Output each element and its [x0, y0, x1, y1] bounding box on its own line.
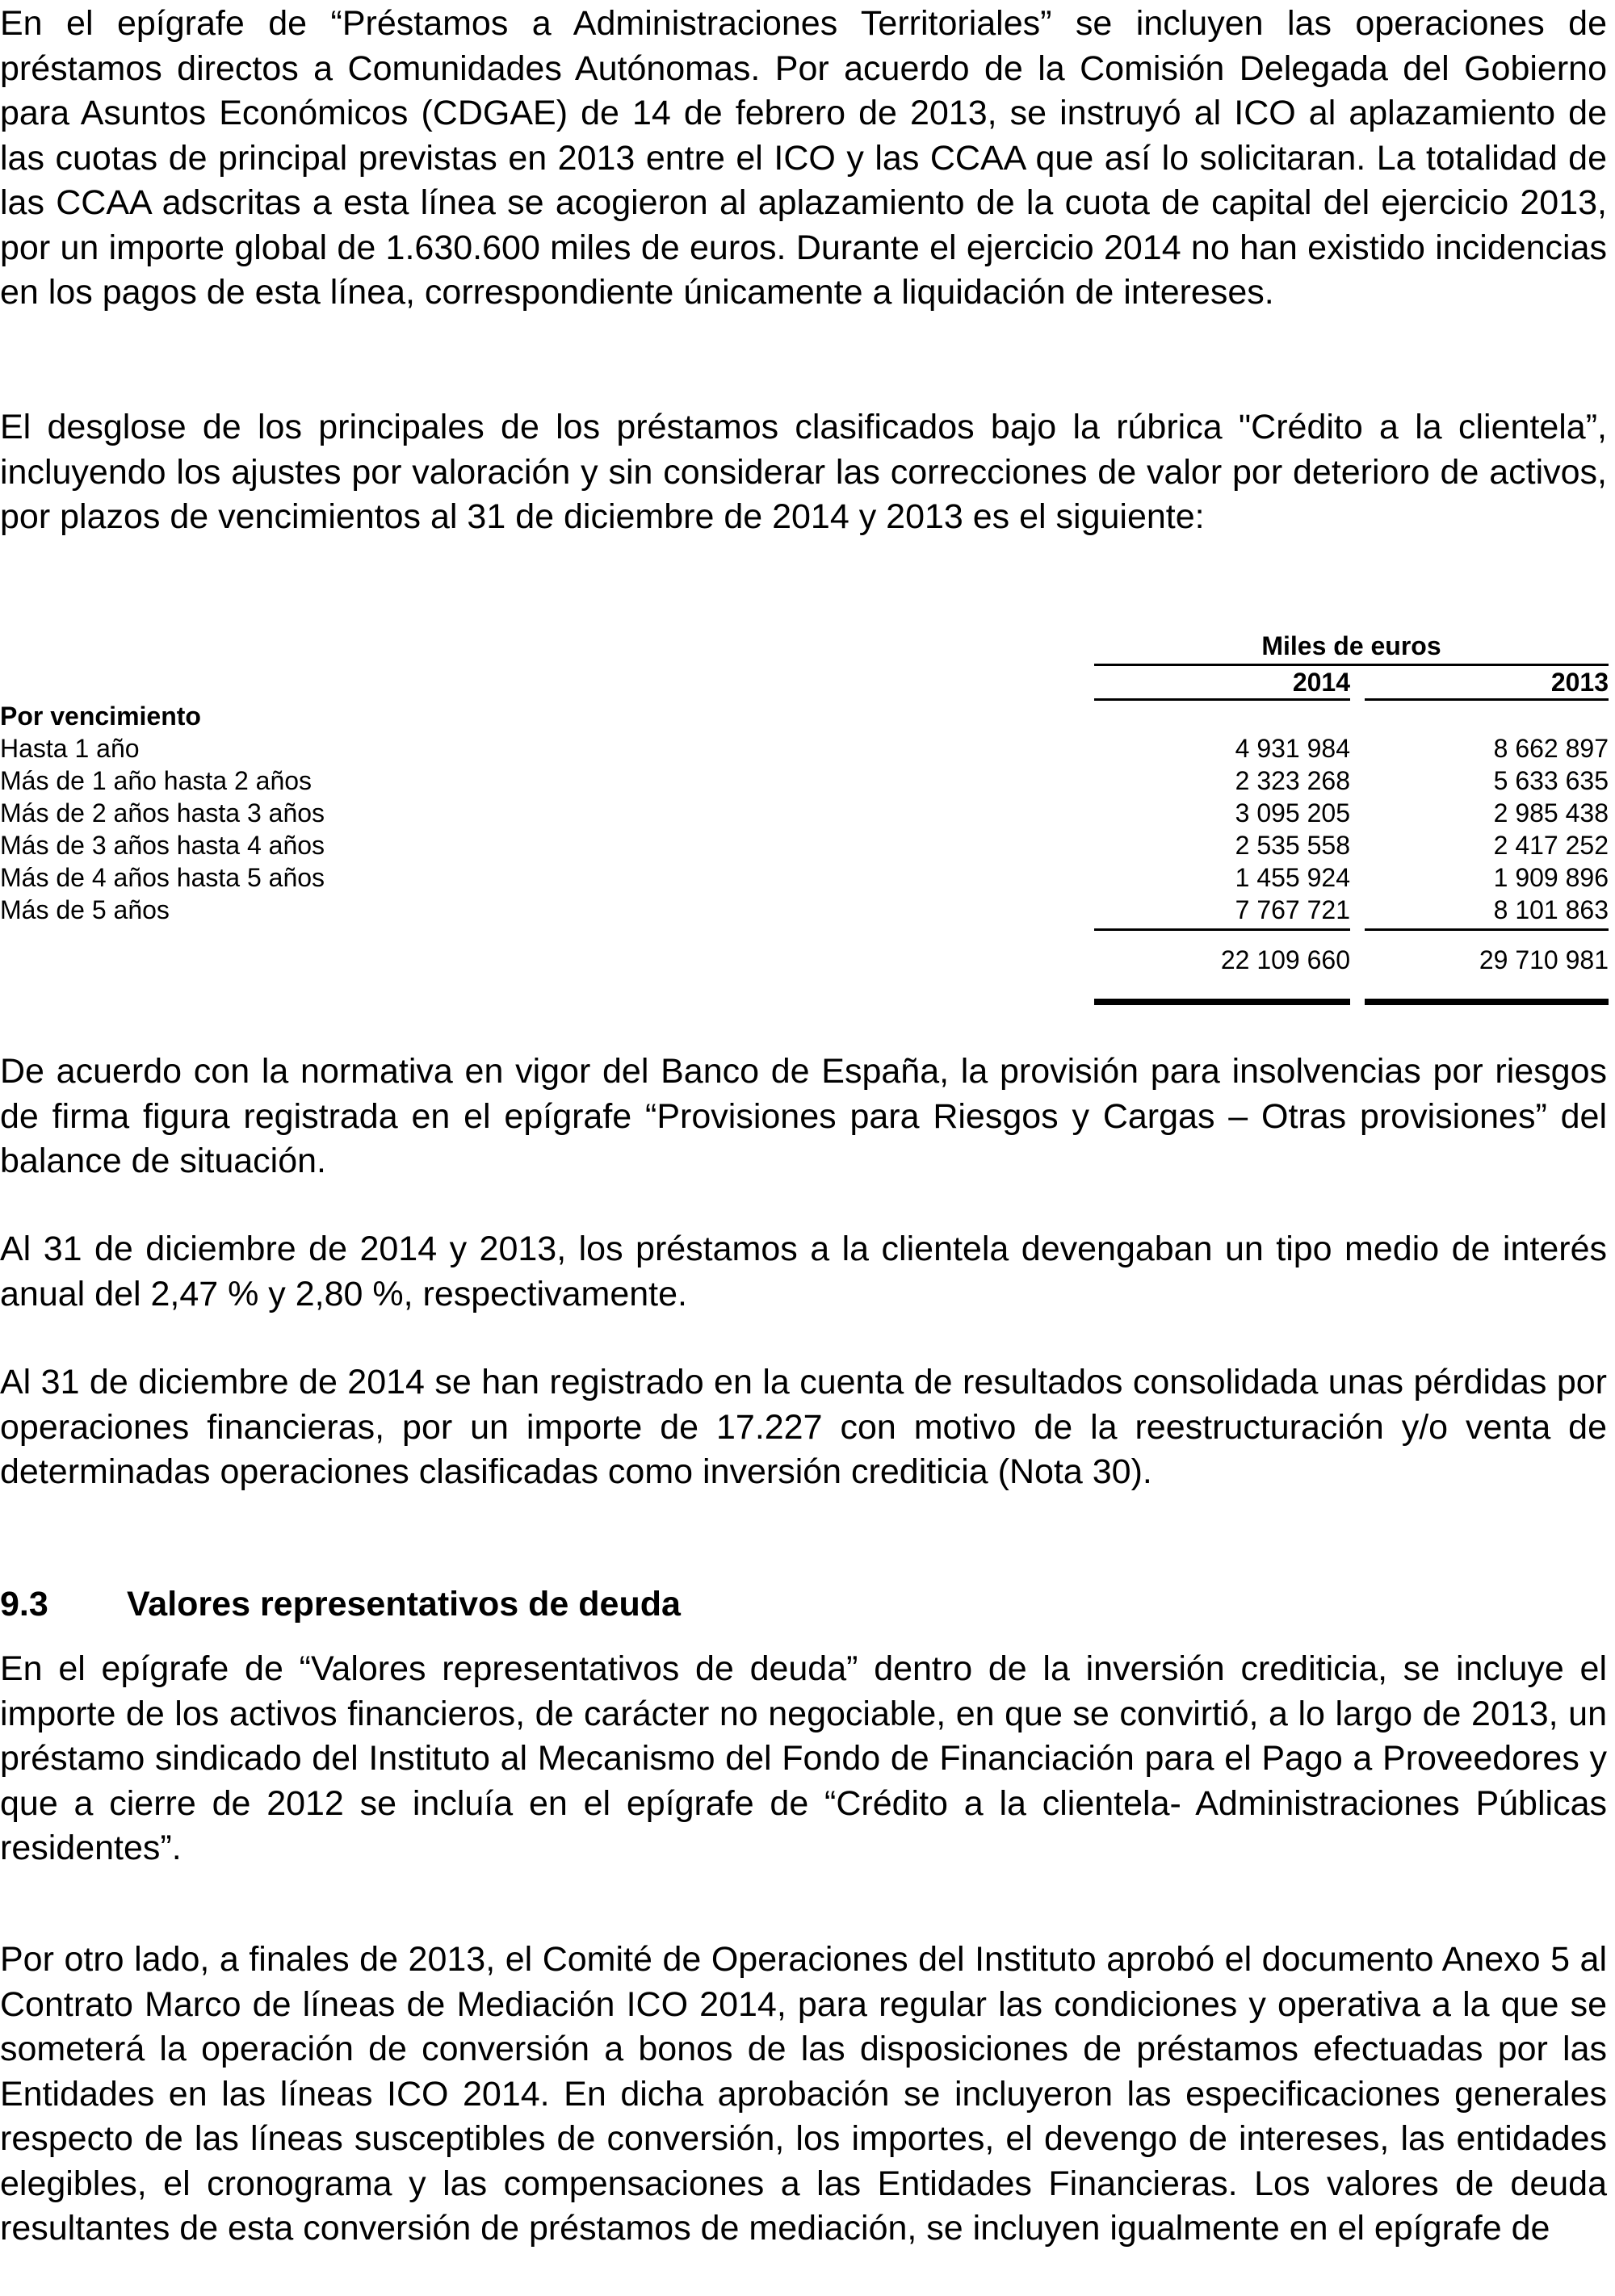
- subtotal-rule-2013: [1365, 928, 1609, 931]
- total-rule-2013: [1365, 999, 1609, 1005]
- row-label: Hasta 1 año: [0, 734, 140, 763]
- value-2014: 2 535 558: [1235, 831, 1350, 860]
- paragraph-perdidas-operaciones: Al 31 de diciembre de 2014 se han registrado en la cuenta de resultados consolidada unas pérdidas por operaciones financieras, por un importe de 17.227 con motivo de la reestructuración y/o venta de determinadas operaciones clasificadas como inversión crediticia (Nota 30).: [0, 1363, 1607, 1491]
- value-2014: 4 931 984: [1235, 734, 1350, 763]
- section-heading: [0, 1582, 681, 1627]
- value-2014: 3 095 205: [1235, 798, 1350, 827]
- paragraph-tipo-medio: Al 31 de diciembre de 2014 y 2013, los préstamos a la clientela devengaban un tipo medio de interés anual del 2,47 % y 2,80 %, respectivamente.: [0, 1230, 1607, 1313]
- section-number: 9.3: [0, 1585, 48, 1624]
- paragraph-comite-operaciones: Por otro lado, a finales de 2013, el Comité de Operaciones del Instituto aprobó el documento Anexo 5 al Contrato Marco de líneas de Mediación ICO 2014, para regular las condiciones y operativa a la que se someterá la operación de conversión a bonos de las disposiciones de préstamos efectuadas por las Entidades en las líneas ICO 2014. En dicha aprobación se incluyeron las especificaciones generales respecto de las líneas susceptibles de conversión, los importes, el devengo de intereses, las entidades elegibles, el cronograma y las compensaciones a las Entidades Financieras. Los valores de deuda resultantes de esta conversión de préstamos de mediación, se incluyen igualmente en el epígrafe de: [0, 1940, 1607, 2248]
- value-2013: 2 985 438: [1493, 798, 1609, 827]
- value-2014: 7 767 721: [1235, 895, 1350, 924]
- value-2013: 1 909 896: [1493, 863, 1609, 892]
- value-2013: 8 101 863: [1493, 895, 1609, 924]
- row-label: Más de 3 años hasta 4 años: [0, 831, 325, 860]
- column-header-2014: 2014: [1292, 668, 1350, 697]
- paragraph-valores-representativos: En el epígrafe de “Valores representativos de deuda” dentro de la inversión crediticia, se incluye el importe de los activos financieros, de carácter no negociable, en que se convirtió, a lo largo de 2013, un préstamo sindicado del Instituto al Mecanismo del Fondo de Financiación para el Pago a Proveedores y que a cierre de 2012 se incluía en el epígrafe de “Crédito a la clientela- Administraciones Públicas residentes”.: [0, 1649, 1607, 1867]
- column-header-rule-2014: [1094, 698, 1350, 701]
- table-section-label: Por vencimiento: [0, 702, 201, 731]
- paragraph-prestamos-administraciones: En el epígrafe de “Préstamos a Administraciones Territoriales” se incluyen las operaciones de préstamos directos a Comunidades Autónomas. Por acuerdo de la Comisión Delegada del Gobierno para Asuntos Económicos (CDGAE) de 14 de febrero de 2013, se instruyó al ICO al aplazamiento de las cuotas de principal previstas en 2013 entre el ICO y las CCAA que así lo solicitaran. La totalidad de las CCAA adscritas a esta línea se acogieron al aplazamiento de la cuota de capital del ejercicio 2013, por un importe global de 1.630.600 miles de euros. Durante el ejercicio 2014 no han existido incidencias en los pagos de esta línea, correspondiente únicamente a liquidación de intereses.: [0, 4, 1607, 312]
- table-row: [0, 732, 1609, 765]
- paragraph-desglose-credito: El desglose de los principales de los préstamos clasificados bajo la rúbrica "Crédito a la clientela”, incluyendo los ajustes por valoración y sin considerar las correcciones de valor por deterioro de activos, por plazos de vencimientos al 31 de diciembre de 2014 y 2013 es el siguiente:: [0, 408, 1607, 536]
- row-label: Más de 4 años hasta 5 años: [0, 863, 325, 892]
- row-label: Más de 5 años: [0, 895, 170, 924]
- row-label: Más de 2 años hasta 3 años: [0, 798, 325, 827]
- table-row: [0, 894, 1609, 926]
- table-row: [0, 861, 1609, 894]
- table-row: [0, 765, 1609, 797]
- table-row: [0, 797, 1609, 829]
- table-units-header: Miles de euros: [1261, 631, 1441, 660]
- value-2014: 1 455 924: [1235, 863, 1350, 892]
- column-header-2013: 2013: [1550, 668, 1609, 697]
- total-2013: 29 710 981: [1479, 945, 1609, 974]
- section-title: Valores representativos de deuda: [127, 1585, 681, 1624]
- value-2013: 8 662 897: [1493, 734, 1609, 763]
- subtotal-rule-2014: [1094, 928, 1350, 931]
- row-label: Más de 1 año hasta 2 años: [0, 766, 313, 795]
- value-2013: 2 417 252: [1493, 831, 1609, 860]
- column-header-rule-2013: [1365, 698, 1609, 701]
- table-row: [0, 829, 1609, 861]
- total-rule-2014: [1094, 999, 1350, 1005]
- total-2014: 22 109 660: [1220, 945, 1350, 974]
- value-2013: 5 633 635: [1493, 766, 1609, 795]
- paragraph-provision-insolvencias: De acuerdo con la normativa en vigor del Banco de España, la provisión para insolvencias por riesgos de firma figura registrada en el epígrafe “Provisiones para Riesgos y Cargas – Otras provisiones” del balance de situación.: [0, 1052, 1607, 1180]
- value-2014: 2 323 268: [1235, 766, 1350, 795]
